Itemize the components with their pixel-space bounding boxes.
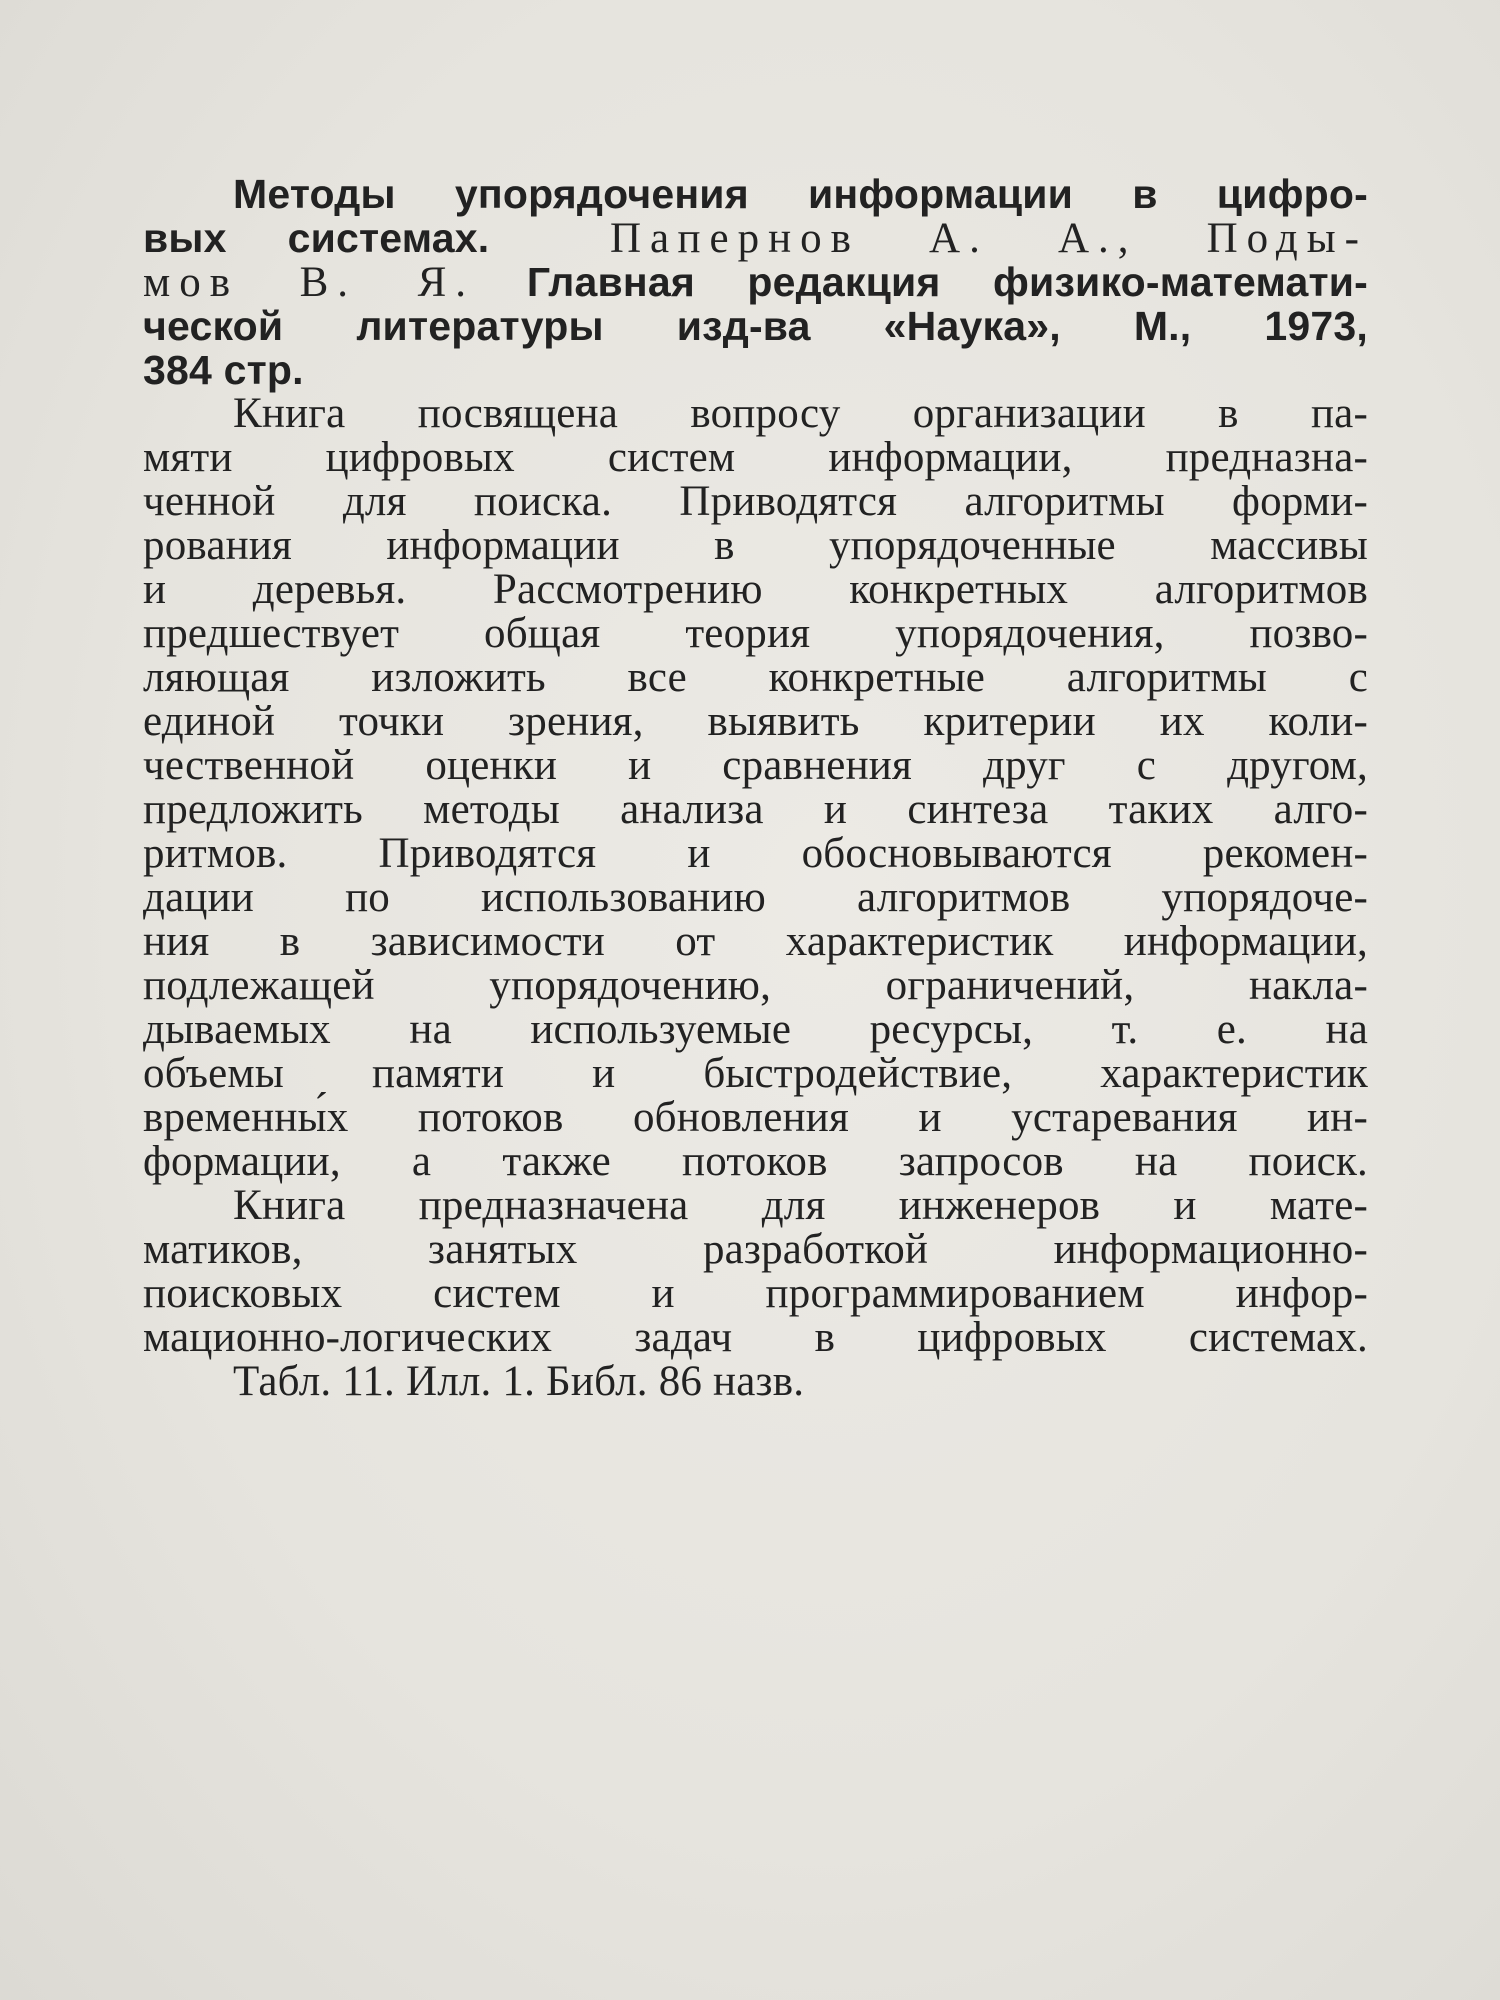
paragraph-line: объемы памяти и быстродействие, характеристик <box>143 1050 1368 1097</box>
paragraph-line: матиков, занятых разработкой информационно- <box>143 1226 1368 1273</box>
paragraph-line: ченной для поиска. Приводятся алгоритмы форми- <box>143 478 1368 525</box>
annotation-text-block <box>143 172 1368 1404</box>
paragraph-line: подлежащей упорядочению, ограничений, накла- <box>143 962 1368 1009</box>
paragraph-line: единой точки зрения, выявить критерии их коли- <box>143 698 1368 745</box>
page-count-line <box>143 348 1368 392</box>
authors-first: Папернов А. А., Поды- <box>609 215 1369 262</box>
footer-note: Табл. 11. Илл. 1. Библ. 86 назв. <box>233 1358 805 1405</box>
paragraph-line: ляющая изложить все конкретные алгоритмы с <box>143 654 1368 701</box>
book-title: Методы упорядочения информации в цифро- <box>233 171 1368 217</box>
paragraph-line: поисковых систем и программированием инфор- <box>143 1270 1368 1317</box>
paragraph-line: ритмов. Приводятся и обосновываются рекомен- <box>143 830 1368 877</box>
page-count: 384 стр. <box>143 347 304 393</box>
paragraph-line: предложить методы анализа и синтеза таких алго- <box>143 786 1368 833</box>
paragraph-line: формации, а также потоков запросов на поиск. <box>143 1138 1368 1185</box>
authors-second: мов В. Я. <box>143 259 476 306</box>
paragraph-line: Книга посвящена вопросу организации в па- <box>233 390 1368 437</box>
paragraph-line: рования информации в упорядоченные массивы <box>143 522 1368 569</box>
book-title-end: вых системах. <box>143 215 490 261</box>
publisher-line-1 <box>143 260 1368 304</box>
paragraph-line: дываемых на используемые ресурсы, т. е. на <box>143 1006 1368 1053</box>
paragraph-line: мяти цифровых систем информации, предназна- <box>143 434 1368 481</box>
paragraph-line: временны́х потоков обновления и устаревания ин- <box>143 1094 1368 1141</box>
paragraph-line: мационно-логических задач в цифровых системах. <box>143 1314 1368 1361</box>
paragraph-line: и деревья. Рассмотрению конкретных алгоритмов <box>143 566 1368 613</box>
paragraph-line: чественной оценки и сравнения друг с другом, <box>143 742 1368 789</box>
publisher-line-2 <box>143 304 1368 348</box>
paragraph-line: предшествует общая теория упорядочения, позво- <box>143 610 1368 657</box>
paragraph-line: Книга предназначена для инженеров и мате- <box>233 1182 1368 1229</box>
title-line-2 <box>143 216 1368 260</box>
publisher-name: Главная редакция физико-математи- <box>526 259 1368 305</box>
title-line-1 <box>143 172 1368 216</box>
paragraph-line: дации по использованию алгоритмов упорядоче- <box>143 874 1368 921</box>
paragraph-line: ния в зависимости от характеристик информации, <box>143 918 1368 965</box>
publisher-details: ческой литературы изд-ва «Наука», М., 1973, <box>143 303 1368 349</box>
